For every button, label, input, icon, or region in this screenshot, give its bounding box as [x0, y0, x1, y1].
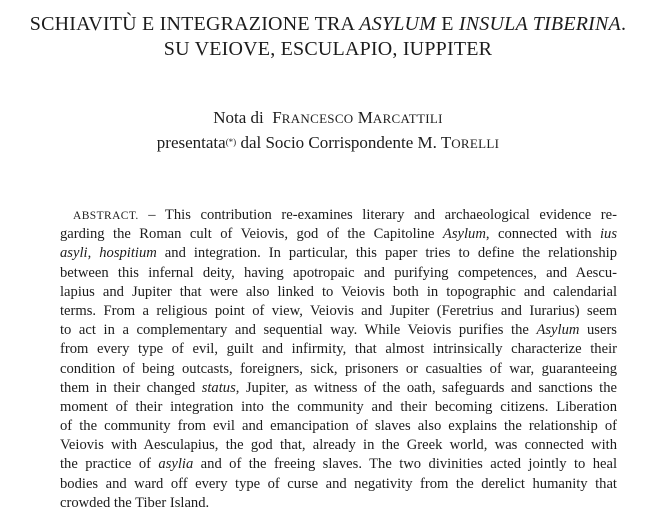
abstract-text: , Jupiter, as witness of the oath, safeguards and sanctions the: [235, 379, 617, 396]
abstract-text: Veiovis with Aesculapius, the god that, already in the Greek world, was connected with: [60, 437, 617, 454]
abstract-line: [60, 225, 617, 244]
abstract-italic-term: hospitium: [99, 245, 157, 262]
abstract-line: [60, 321, 617, 340]
author-name: [272, 108, 442, 127]
abstract-line: [60, 360, 617, 379]
abstract-line: [60, 417, 617, 436]
abstract-italic-term: asylia: [158, 456, 194, 473]
abstract-text: , connected with: [485, 226, 600, 243]
abstract-line: [60, 475, 617, 494]
abstract-paragraph: [60, 206, 617, 513]
abstract-line: [60, 206, 617, 225]
abstract-line: [60, 283, 617, 302]
presenter-line: [0, 132, 656, 155]
abstract-text: ,: [87, 245, 100, 262]
abstract-italic-term: status: [201, 379, 236, 396]
title-text: SCHIAVITÙ E INTEGRAZIONE TRA: [29, 13, 360, 35]
abstract-italic-term: asyli: [60, 245, 88, 262]
abstract-line: [60, 244, 617, 263]
abstract-line: [60, 340, 617, 359]
presenter-name: [441, 133, 499, 152]
abstract-line: [60, 264, 617, 283]
abstract-line: [60, 436, 617, 455]
author-line: [0, 107, 656, 130]
title-italic-asylum: ASYLUM: [359, 13, 437, 35]
presentata-text: presentata: [156, 133, 226, 152]
abstract-text: lapius and Jupiter that were also linked to Veiovis both in topographic and calendarial: [60, 283, 617, 300]
abstract-text: terms. From a religious point of view, Veiovis and Jupiter (Feretrius and Iurarius) seem: [60, 302, 617, 319]
abstract-line: [60, 455, 617, 474]
abstract-text: and of the freeing slaves. The two divinities acted jointly to heal: [193, 456, 618, 473]
abstract-text: moment of their integration into the community and their becoming citizens. Liberation: [60, 398, 617, 415]
article-title-line-1: [0, 12, 656, 36]
abstract-text: garding the Roman cult of Veiovis, god of the Capitoline: [60, 226, 443, 243]
title-text: .: [620, 13, 627, 35]
abstract-text: of the community from evil and emancipation of slaves also explains the relationship of: [60, 418, 617, 435]
article-title-line-2: SU VEIOVE, ESCULAPIO, IUPPITER: [163, 38, 493, 60]
title-text: E: [436, 13, 459, 35]
title-italic-insula-tiberina: INSULA TIBERINA: [458, 13, 621, 35]
footnote-marker: (*): [225, 137, 237, 147]
abstract-italic-term: Asylum: [442, 226, 486, 243]
abstract-text: between this infernal deity, having apotropaic and purifying competences, and Aescu-: [60, 264, 617, 281]
abstract-text: them in their changed: [60, 379, 202, 396]
abstract-text: bodies and ward off every type of curse and negativity from the derelict humanity that: [60, 475, 617, 492]
abstract-text: crowded the Tiber Island.: [60, 494, 210, 511]
abstract-text: users: [579, 322, 617, 339]
abstract-line: [60, 302, 617, 321]
abstract-line: [60, 398, 617, 417]
presenter-surname: ORELLI: [451, 136, 500, 151]
abstract-italic-term: ius: [599, 226, 617, 243]
nota-prefix: Nota di: [213, 108, 264, 127]
abstract-text: condition of being outcasts, foreigners, sick, prisoners or casualties of war, guaranteeing: [60, 360, 617, 377]
abstract-line: [60, 379, 617, 398]
author-initial: F: [272, 108, 282, 127]
presenter-initial: T: [440, 133, 452, 152]
abstract-text: to act in a complementary and sequential way. While Veiovis purifies the: [60, 322, 537, 339]
abstract-text: the practice of: [60, 456, 159, 473]
author-initial: M: [357, 108, 373, 127]
presenter-prefix: dal Socio Corrispondente M.: [240, 133, 437, 152]
author-last-name: ARCATTILI: [372, 111, 443, 126]
abstract-text: from every type of evil, guilt and infirmity, that almost intrinsically characterize their: [60, 341, 617, 358]
abstract-text: and integration. In particular, this paper tries to define the relationship: [156, 245, 618, 262]
abstract-label: ABSTRACT.: [73, 210, 139, 222]
abstract-italic-term: Asylum: [536, 322, 580, 339]
abstract-text: – This contribution re-examines literary and archaeological evidence re-: [138, 207, 617, 223]
author-first-name: RANCESCO: [281, 111, 354, 126]
